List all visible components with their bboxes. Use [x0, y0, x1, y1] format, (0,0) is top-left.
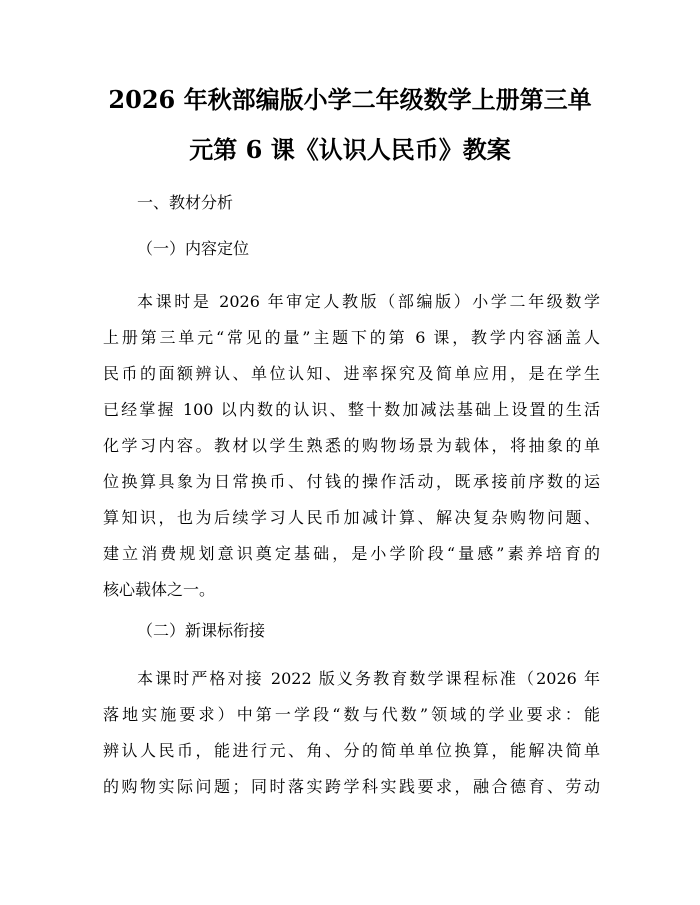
paragraph-line: 辨认人民币，能进行元、角、分的简单单位换算，能解决简单 [103, 741, 600, 760]
paragraph-curriculum-standard-link [103, 661, 600, 805]
paragraph-content-positioning [103, 284, 600, 608]
paragraph-line: 建立消费规划意识奠定基础，是小学阶段“量感”素养培育的 [103, 544, 600, 563]
paragraph-line: 算知识，也为后续学习人民币加减计算、解决复杂购物问题、 [103, 508, 600, 527]
paragraph-line: 民币的面额辨认、单位认知、进率探究及简单应用，是在学生 [103, 364, 600, 383]
subsection-heading-content-positioning: （一）内容定位 [137, 239, 250, 258]
paragraph-line: 的购物实际问题；同时落实跨学科实践要求，融合德育、劳动 [103, 777, 600, 796]
section-heading-teaching-material-analysis: 一、教材分析 [137, 193, 234, 212]
document-title-line-2: 元第 6 课《认识人民币》教案 [189, 135, 511, 164]
paragraph-line: 落地实施要求）中第一学段“数与代数”领域的学业要求：能 [103, 705, 600, 724]
paragraph-line: 位换算具象为日常换币、付钱的操作活动，既承接前序数的运 [103, 472, 600, 491]
paragraph-line: 核心载体之一。 [103, 580, 216, 599]
document-title-line-1: 2026 年秋部编版小学二年级数学上册第三单 [108, 85, 592, 114]
subsection-heading-curriculum-standard-link: （二）新课标衔接 [137, 621, 266, 640]
paragraph-line: 本课时严格对接 2022 版义务教育数学课程标准（2026 年 [137, 669, 600, 688]
paragraph-line: 已经掌握 100 以内数的认识、整十数加减法基础上设置的生活 [103, 400, 600, 419]
paragraph-line: 上册第三单元“常见的量”主题下的第 6 课，教学内容涵盖人 [103, 328, 600, 347]
paragraph-line: 化学习内容。教材以学生熟悉的购物场景为载体，将抽象的单 [103, 436, 600, 455]
paragraph-line: 本课时是 2026 年审定人教版（部编版）小学二年级数学 [137, 292, 600, 311]
